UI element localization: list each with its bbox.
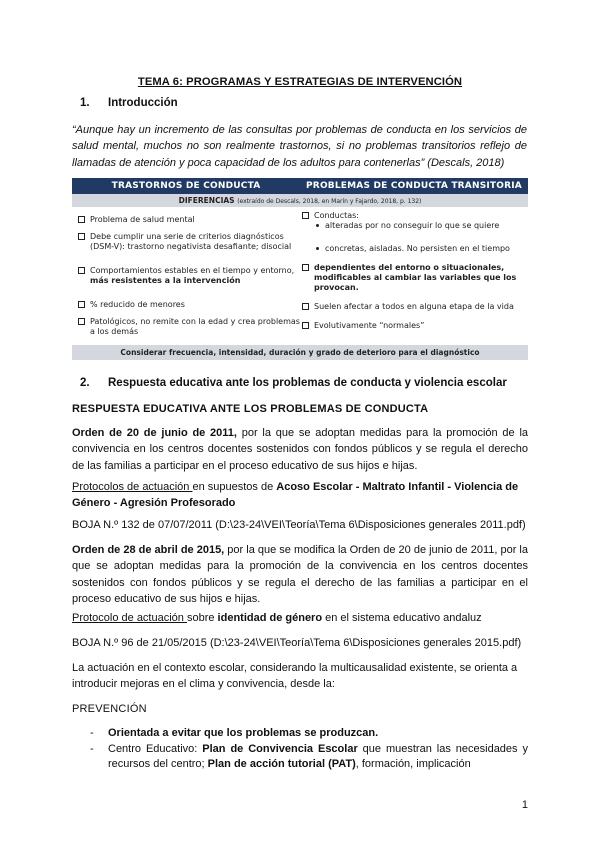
bullet-icon <box>316 247 319 250</box>
section-number: 1. <box>80 97 90 109</box>
list-item: Patológicos, no remite con la edad y crea problemas a los demás <box>78 317 300 337</box>
section-heading-2 <box>80 377 507 389</box>
checkbox-bullet-icon <box>78 318 85 325</box>
boja-2015-reference: BOJA N.º 96 de 21/05/2015 (D:\23-24\VEI\Teoría\Tema 6\Disposiciones generales 2015.pdf) <box>72 637 522 649</box>
table-header <box>72 178 528 194</box>
list-item: concretas, aisladas. No persisten en el tiempo <box>302 244 524 254</box>
intro-quote: “Aunque hay un incremento de las consultas por problemas de conducta en los servicios de salud mental, muchos no son realmente trastornos, si no problemas transitorios reflejo de llamadas de atención y poca capacidad de los adultos para contenerlas” (Descals, 2018) <box>72 124 527 169</box>
list-item: Conductas: alteradas por no conseguir lo que se quiere <box>302 211 524 231</box>
list-item: Comportamientos estables en el tiempo y entorno, más resistentes a la intervención <box>78 266 300 286</box>
table-footer: Considerar frecuencia, intensidad, duración y grado de deterioro para el diagnóstico <box>72 345 528 360</box>
section-number: 2. <box>80 377 90 389</box>
table-body <box>72 207 528 343</box>
checkbox-bullet-icon <box>302 303 309 310</box>
differences-label: DIFERENCIAS <box>178 196 235 205</box>
checkbox-bullet-icon <box>302 212 309 219</box>
protocolo-identidad-paragraph: Protocolo de actuación sobre identidad de género en el sistema educativo andaluz <box>72 612 482 624</box>
checkbox-bullet-icon <box>302 264 309 271</box>
checkbox-bullet-icon <box>78 233 85 240</box>
list-item: Debe cumplir una serie de criterios diagnósticos (DSM-V): trastorno negativista desafiante; disocial <box>78 232 300 252</box>
protocolos-paragraph: Protocolos de actuación en supuestos de Acoso Escolar - Maltrato Infantil - Violencia de Género - Agresión Profesorado <box>72 481 519 510</box>
orden-2015-paragraph: Orden de 28 de abril de 2015, por la que se modifica la Orden de 20 de junio de 2011, por la que se adoptan medidas para la promoción de la convivencia en los centros docentes sostenidos con fondos públicos y se regula el derecho de las familias a participar en el proceso educativo de sus hijos e hijas. <box>72 544 528 605</box>
actuacion-paragraph: La actuación en el contexto escolar, considerando la multicausalidad existente, se orienta a introducir mejoras en el clima y convivencia, desde la: <box>72 662 518 691</box>
checkbox-bullet-icon <box>78 301 85 308</box>
bullet-icon <box>316 224 319 227</box>
differences-source: (extraído de Descals, 2018, en Marín y Fajardo, 2018, p. 132) <box>237 198 422 205</box>
prevencion-list <box>90 726 528 773</box>
page-number: 1 <box>521 799 528 811</box>
list-item: % reducido de menores <box>78 300 300 310</box>
list-item: - Centro Educativo: Plan de Convivencia Escolar que muestran las necesidades y recursos del centro; Plan de acción tutorial (PAT), formación, implicación <box>90 742 528 773</box>
prevencion-heading: PREVENCIÓN <box>72 703 147 715</box>
list-item: - Orientada a evitar que los problemas se produzcan. <box>90 726 528 742</box>
header-right: PROBLEMAS DE CONDUCTA TRANSITORIA <box>306 181 522 191</box>
list-item: dependientes del entorno o situacionales, modificables al cambiar las variables que los provocan. <box>302 263 524 293</box>
subheading: RESPUESTA EDUCATIVA ANTE LOS PROBLEMAS DE CONDUCTA <box>72 403 429 415</box>
header-left: TRASTORNOS DE CONDUCTA <box>111 181 261 191</box>
comparison-table <box>72 178 528 360</box>
list-item: Evolutivamente “normales” <box>302 321 524 331</box>
checkbox-bullet-icon <box>302 322 309 329</box>
orden-2011-paragraph: Orden de 20 de junio de 2011, por la que se adoptan medidas para la promoción de la convivencia en los centros docentes sostenidos con fondos públicos y se regula el derecho de las familias a participar en el proceso educativo de sus hijos e hijas. <box>72 427 529 472</box>
section-title: Introducción <box>108 97 178 109</box>
section-heading-1 <box>80 97 178 109</box>
checkbox-bullet-icon <box>78 216 85 223</box>
list-item: Problema de salud mental <box>78 215 300 225</box>
checkbox-bullet-icon <box>78 267 85 274</box>
section-title: Respuesta educativa ante los problemas de conducta y violencia escolar <box>108 377 507 389</box>
document-title: TEMA 6: PROGRAMAS Y ESTRATEGIAS DE INTERVENCIÓN <box>137 76 463 88</box>
boja-2011-reference: BOJA N.º 132 de 07/07/2011 (D:\23-24\VEI\Teoría\Tema 6\Disposiciones generales 2011.pdf) <box>72 519 526 531</box>
list-item: Suelen afectar a todos en alguna etapa de la vida <box>302 302 524 312</box>
differences-row <box>72 194 528 207</box>
